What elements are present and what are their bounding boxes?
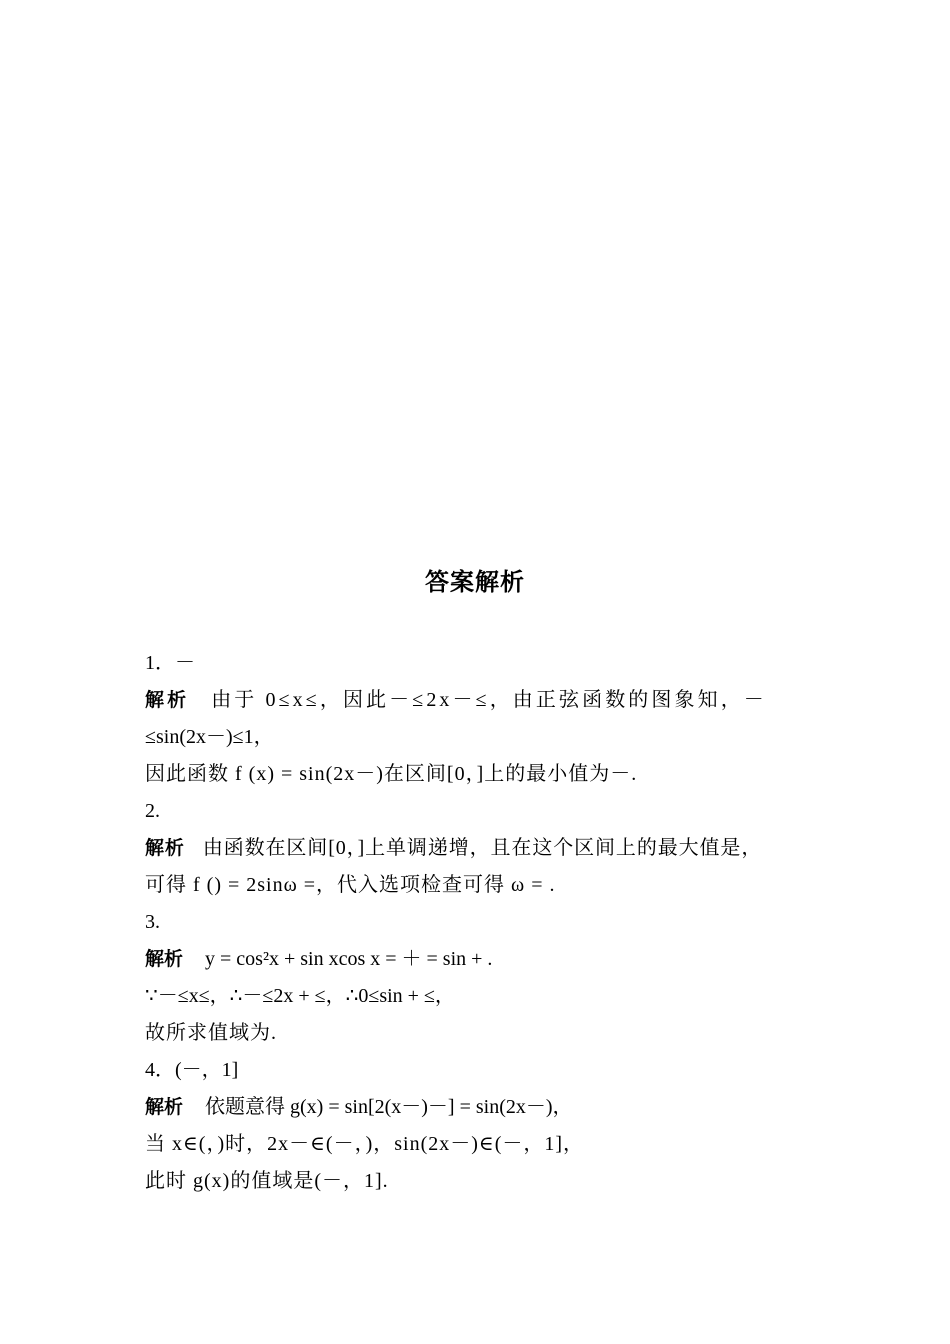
answer-1-heading: 1．－: [145, 652, 195, 674]
analysis-label: 解析: [145, 689, 190, 711]
answer-1-text-1: 由于 0≤x≤，因此－≤2x－≤，由正弦函数的图象知，－: [211, 689, 767, 711]
answer-4-text-1: 依题意得 g(x) = sin[2(x－)－] = sin(2x－)，: [205, 1096, 573, 1118]
answer-3-analysis-line-1: [145, 944, 492, 974]
page-title: 答案解析: [425, 568, 525, 596]
answer-2-analysis-line-1: [145, 833, 762, 863]
answer-2-analysis-line-2: 可得 f () = 2sinω =，代入选项检查可得 ω = .: [145, 874, 556, 896]
answer-4-analysis-line-1: [145, 1092, 573, 1122]
answer-3-heading: 3.: [145, 911, 160, 933]
answer-4-analysis-line-2: 当 x∈(，)时，2x－∈(－，)，sin(2x－)∈(－，1]，: [145, 1133, 585, 1155]
answer-3-analysis-line-3: 故所求值域为.: [145, 1022, 277, 1044]
analysis-label: 解析: [145, 948, 184, 970]
answer-4-analysis-line-3: 此时 g(x)的值域是(－，1].: [145, 1170, 389, 1192]
analysis-label: 解析: [145, 837, 185, 859]
answer-1-analysis-line-3: 因此函数 f (x) = sin(2x－)在区间[0，]上的最小值为－.: [145, 763, 638, 785]
answer-3-analysis-line-2: ∵－≤x≤，∴－≤2x + ≤，∴0≤sin + ≤，: [145, 985, 455, 1007]
analysis-label: 解析: [145, 1096, 184, 1118]
answer-1-analysis-line-1: [145, 685, 767, 715]
answer-1-analysis-line-2: ≤sin(2x－)≤1，: [145, 726, 274, 748]
answer-3-text-1: y = cos²x + sin xcos x = ＋ = sin + .: [205, 948, 493, 970]
answer-4-heading: 4．(－，1]: [145, 1059, 239, 1081]
answer-2-text-1: 由函数在区间[0，]上单调递增，且在这个区间上的最大值是，: [202, 837, 763, 859]
answer-2-heading: 2.: [145, 800, 160, 822]
